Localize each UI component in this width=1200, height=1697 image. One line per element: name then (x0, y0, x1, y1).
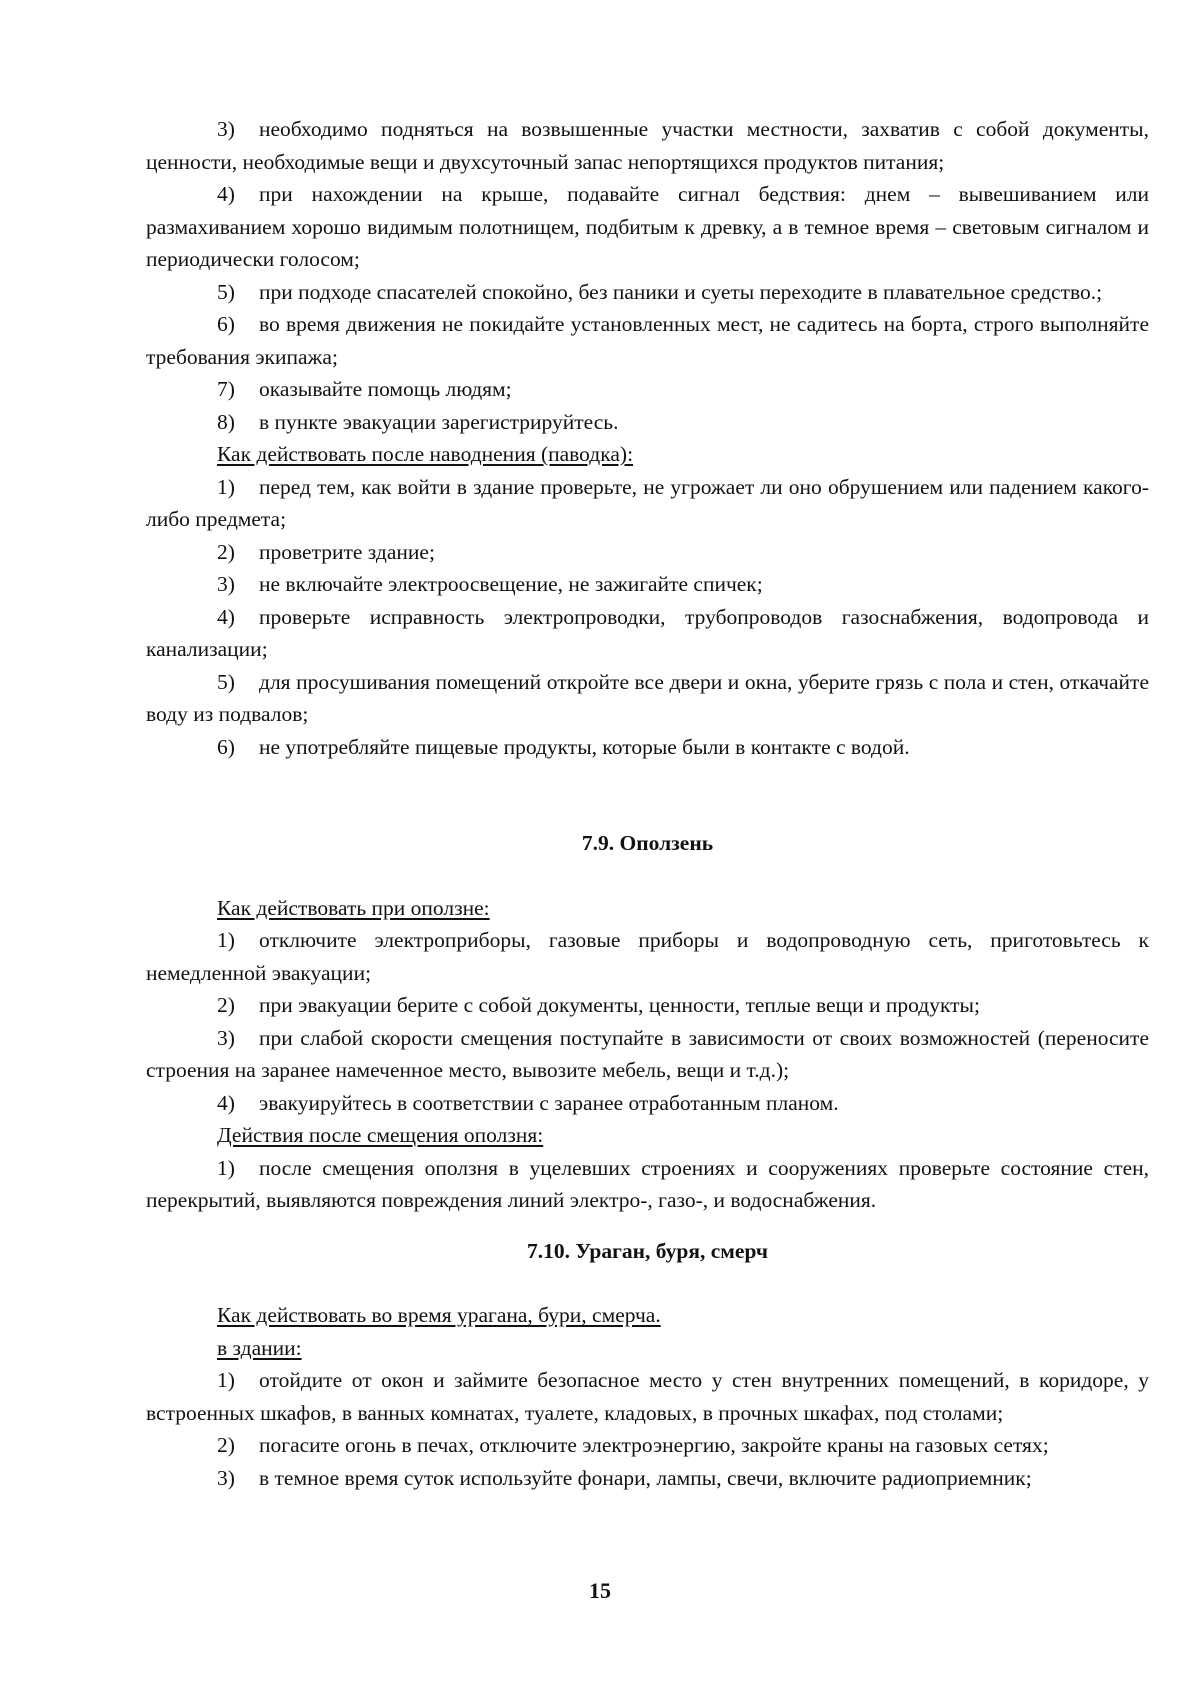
list-item: 3) при слабой скорости смещения поступайте в зависимости от своих возможностей (переносите строения на заранее намеченное место, вывозите мебель, вещи и т.д.); (146, 1025, 1149, 1082)
subheading-after-landslide: Действия после смещения оползня: (217, 1123, 544, 1147)
subheading-during-landslide: Как действовать при оползне: (217, 895, 490, 920)
list-item: 6) во время движения не покидайте установленных мест, не садитесь на борта, строго выполняйте требования экипажа; (146, 312, 1149, 369)
list-item: 2) погасите огонь в печах, отключите электроэнергию, закройте краны на газовых сетях; (217, 1433, 1049, 1457)
list-item: 2) проветрите здание; (217, 539, 435, 564)
list-item: 3) в темное время суток используйте фонари, лампы, свечи, включите радиоприемник; (217, 1465, 1032, 1490)
list-item: 1) отойдите от окон и займите безопасное место у стен внутренних помещений, в коридоре, у встроенных шкафов, в ванных комнатах, туалете, кладовых, в прочных шкафах, под столами; (146, 1368, 1149, 1425)
list-item: 1) после смещения оползня в уцелевших строениях и сооружениях проверьте состояние стен, перекрытий, выявляются повреждения линий электро-, газо-, и водоснабжения. (146, 1155, 1149, 1212)
spacer (146, 763, 1149, 827)
document-page (146, 113, 1149, 1494)
list-item: 7) оказывайте помощь людям; (217, 377, 512, 401)
list-item: 1) перед тем, как войти в здание проверьте, не угрожает ли оно обрушением или падением какого-либо предмета; (146, 474, 1149, 531)
list-item: 5) при подходе спасателей спокойно, без паники и суеты переходите в плавательное средство.; (217, 279, 1103, 304)
list-item: 2) при эвакуации берите с собой документы, ценности, теплые вещи и продукты; (217, 993, 980, 1017)
section-heading-hurricane: 7.10. Ураган, буря, смерч (526, 1238, 769, 1263)
page-number: 15 (589, 1578, 611, 1603)
list-item: 4) эвакуируйтесь в соответствии с заранее отработанным планом. (217, 1090, 839, 1115)
list-item: 6) не употребляйте пищевые продукты, которые были в контакте с водой. (217, 734, 910, 759)
section-heading-landslide: 7.9. Оползень (581, 831, 714, 855)
spacer (146, 1217, 1149, 1235)
list-item: 3) не включайте электроосвещение, не зажигайте спичек; (217, 572, 763, 596)
list-item: 4) проверьте исправность электропроводки, трубопроводов газоснабжения, водопровода и канализации; (146, 604, 1149, 661)
list-item: 1) отключите электроприборы, газовые приборы и водопроводную сеть, приготовьтесь к немедленной эвакуации; (146, 928, 1149, 985)
list-item: 8) в пункте эвакуации зарегистрируйтесь. (217, 409, 619, 434)
subheading-in-building: в здании: (217, 1335, 302, 1360)
list-item: 4) при нахождении на крыше, подавайте сигнал бедствия: днем – вывешиванием или размахиванием хорошо видимым полотнищем, подбитым к древку, а в темное время – световым сигналом и периодически голосом; (146, 182, 1149, 271)
list-item: 5) для просушивания помещений откройте все двери и окна, уберите грязь с пола и стен, откачайте воду из подвалов; (146, 669, 1149, 726)
list-item: 3) необходимо подняться на возвышенные участки местности, захватив с собой документы, ценности, необходимые вещи и двухсуточный запас непортящихся продуктов питания; (146, 117, 1149, 174)
spacer (146, 860, 1149, 892)
subheading-after-flood: Как действовать после наводнения (паводка): (217, 442, 634, 466)
spacer (146, 1267, 1149, 1299)
subheading-during-hurricane: Как действовать во время урагана, бури, смерча. (217, 1303, 661, 1327)
